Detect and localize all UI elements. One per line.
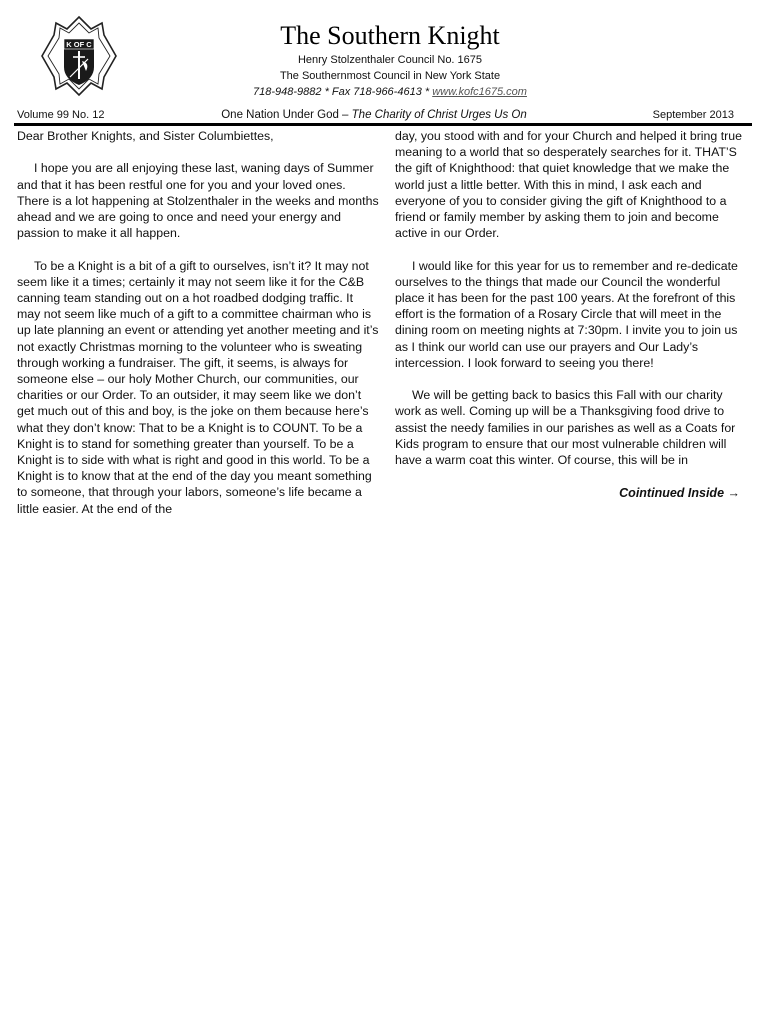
kofc-emblem-logo — [40, 15, 118, 97]
motto-italic: The Charity of Christ Urges Us On — [351, 109, 527, 121]
issue-info-bar — [14, 107, 734, 123]
paragraph: I hope you are all enjoying these last, waning days of Summer and that it has been restful one for you and your loved ones. There is a lot happening at Stolzenthaler in the weeks and months ahead and we are going to once and need your energy and passion to make it all happen. — [17, 161, 379, 241]
paragraph: I would like for this year for us to remember and re-dedicate ourselves to the things that made our Council the wonderful place it has been for the past 100 years. At the forefront of this effort is the formation of a Rosary Circle that will meet in the dining room on meeting nights at 7:30pm. I invite you to join us as I think our world can use our prayers and Our Lady’s intercession. I look forward to seeing you there! — [395, 258, 738, 370]
council-tagline: The Southernmost Council in New York State — [279, 70, 501, 82]
motto — [14, 107, 734, 123]
salutation: Dear Brother Knights, and Sister Columbiettes, — [17, 129, 274, 143]
motto-prefix: One Nation Under God – — [221, 109, 352, 121]
paragraph: To be a Knight is a bit of a gift to ourselves, isn’t it? It may not seem like it a times; certainly it may not seem like it for the C&B canning team standing out on a hot roadbed dodging traffic. It may not seem like much of a gift to a committee chairman who is up late planning an event or attending yet another meeting and it’s not exactly Christmas morning to the volunteer who is sweating through working a fundraiser. The gift, it seems, is always for someone else – our holy Mother Church, our communities, our charities or our Order. To an outsider, it may seem like we don’t get much out of this and boy, is the joke on them because here’s what they don’t know: That to be a Knight is to COUNT. To be a Knight is to stand for something greater than yourself. To be a Knight is to side with what is right and good in this world. To be a Knight is to know that at the end of the day you meant something to someone, that through your labors, someone’s life became a little easier. At the end of the — [17, 258, 379, 516]
issue-date: September 2013 — [652, 109, 734, 121]
council-name: Henry Stolzenthaler Council No. 1675 — [297, 54, 483, 66]
newsletter-title: The Southern Knight — [280, 21, 500, 50]
continued-inside-link[interactable]: Cointinued Inside → — [619, 486, 740, 500]
left-column — [17, 128, 379, 533]
phone-fax: 718-948-9882 * Fax 718-966-4613 * — [253, 86, 433, 98]
volume-number: Volume 99 No. 12 — [17, 109, 105, 121]
header-rule — [14, 123, 752, 126]
paragraph: day, you stood with and for your Church and helped it bring true meaning to a world that so desperately searches for it. THAT’S the gift of Knighthood: that quiet knowledge that we make the world just a little better. With this in mind, I ask each and everyone of you to consider giving the gift of Knighthood to a friend or family member by asking them to join and become active in our Order. — [395, 129, 742, 241]
website-link[interactable]: www.kofc1675.com — [432, 86, 527, 98]
masthead — [150, 20, 630, 100]
right-column — [395, 128, 745, 484]
logo-letters: K OF C — [66, 40, 92, 49]
paragraph: We will be getting back to basics this Fall with our charity work as well. Coming up will be a Thanksgiving food drive to assist the needy families in our parishes as well as a Coats for Kids program to ensure that our most vulnerable children will have a warm coat this winter. Of course, this will be in — [395, 388, 736, 468]
contact-line — [150, 84, 630, 100]
